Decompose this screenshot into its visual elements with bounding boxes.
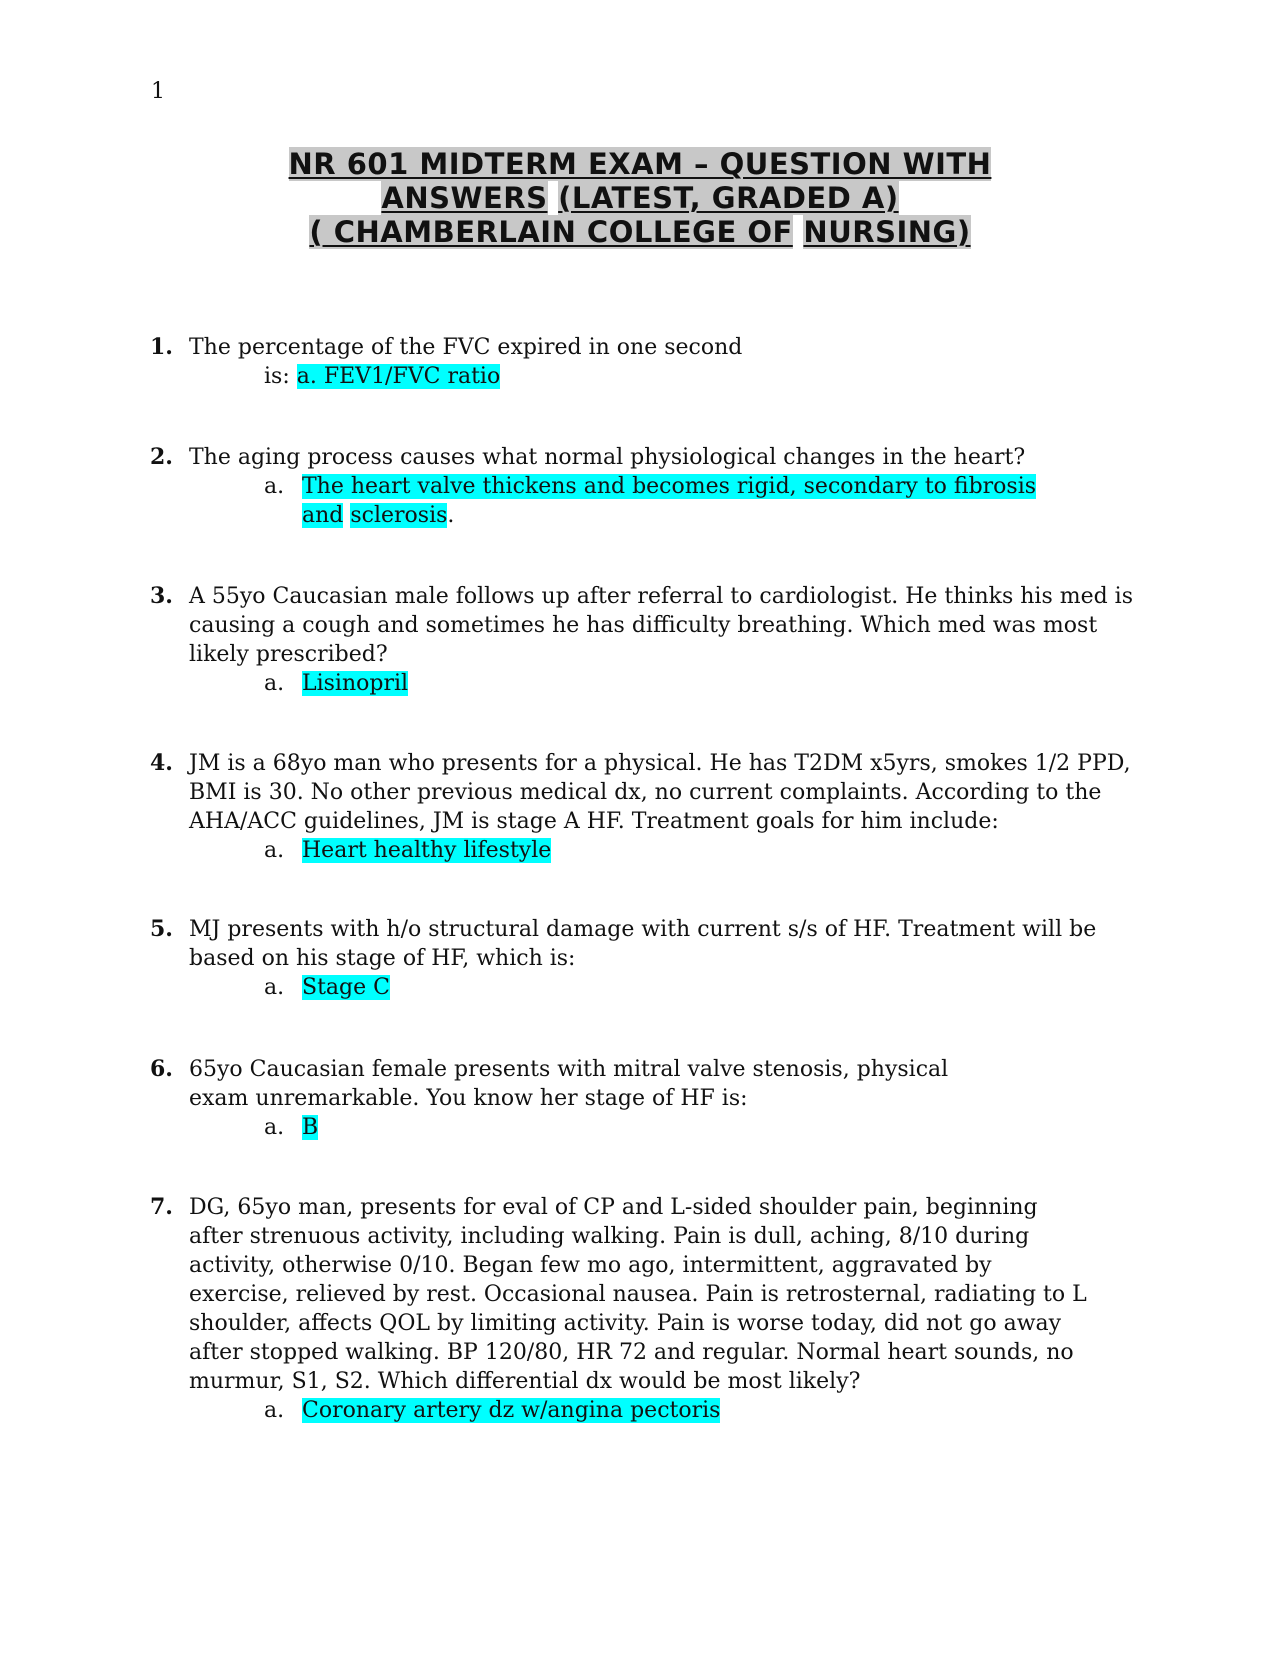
- document-title: [150, 147, 1130, 249]
- answer-prefix: is:: [264, 364, 290, 389]
- question-text: A 55yo Caucasian male follows up after referral to cardiologist. He thinks his med is causing a cough and sometimes he has difficulty breathing. Which med was most likely prescribed?: [189, 584, 1134, 667]
- answer-label: a.: [264, 671, 285, 696]
- answer-highlight: The heart valve thickens and becomes rigid, secondary to fibrosis: [302, 474, 1037, 499]
- answer-highlight: B: [302, 1115, 319, 1140]
- answer-row: [264, 669, 1150, 698]
- question-number: 7.: [150, 1194, 173, 1220]
- question-number: 1.: [150, 334, 173, 360]
- question-number: 4.: [150, 750, 173, 776]
- answer-text: [302, 1396, 1095, 1425]
- answer-highlight: a. FEV1/FVC ratio: [296, 364, 501, 389]
- answer-highlight: Heart healthy lifestyle: [302, 838, 552, 863]
- question-text: JM is a 68yo man who presents for a physical. He has T2DM x5yrs, smokes 1/2 PPD, BMI is 30. No other previous medical dx, no current complaints. According to the AHA/ACC guidelines, JM is stage A HF. Treatment goals for him include:: [189, 751, 1131, 834]
- question-3: [150, 582, 1150, 698]
- title-segment: ANSWERS: [381, 181, 548, 215]
- question-2: [150, 443, 1150, 530]
- answer-tail: .: [447, 503, 455, 528]
- question-text-line: exam unremarkable. You know her stage of HF is:: [189, 1086, 748, 1111]
- answer-highlight: Stage C: [302, 975, 390, 1000]
- question-text: MJ presents with h/o structural damage with current s/s of HF. Treatment will be based on his stage of HF, which is:: [189, 917, 1097, 971]
- title-segment: NURSING): [803, 215, 971, 249]
- answer-row: [264, 1113, 1150, 1142]
- answer-row: [264, 836, 1150, 865]
- answer-label: a.: [264, 474, 285, 499]
- question-number: 5.: [150, 916, 173, 942]
- answer-row: [264, 973, 1150, 1002]
- answer-text: [302, 1113, 1150, 1142]
- answer-label: a.: [264, 838, 285, 863]
- question-text: The percentage of the FVC expired in one second: [189, 335, 743, 360]
- answer-row: [264, 1396, 1095, 1425]
- answer-row: [264, 362, 1150, 391]
- title-segment: ( CHAMBERLAIN COLLEGE OF: [309, 215, 793, 249]
- question-7: [150, 1193, 1095, 1425]
- question-text: The aging process causes what normal physiological changes in the heart?: [189, 445, 1026, 470]
- answer-label: a.: [264, 1398, 285, 1423]
- title-segment: NR 601 MIDTERM EXAM – QUESTION WITH: [288, 147, 992, 181]
- answer-row: [264, 472, 1150, 530]
- answer-text: [302, 973, 1150, 1002]
- question-6: [150, 1055, 1150, 1142]
- answer-highlight: Coronary artery dz w/angina pectoris: [302, 1398, 721, 1423]
- question-text: DG, 65yo man, presents for eval of CP and L-sided shoulder pain, beginning after strenuous activity, including walking. Pain is dull, aching, 8/10 during activity, otherwise 0/10. Began few mo ago, intermittent, aggravated by exercise, relieved by rest. Occasional nausea. Pain is retrosternal, radiating to L shoulder, affects QOL by limiting activity. Pain is worse today, did not go away after stopped walking. BP 120/80, HR 72 and regular. Normal heart sounds, no murmur, S1, S2. Which differential dx would be most likely?: [189, 1195, 1087, 1394]
- title-line-3: [150, 215, 1130, 249]
- answer-text: [302, 836, 1150, 865]
- question-number: 3.: [150, 583, 173, 609]
- answer-highlight: and: [302, 503, 344, 528]
- question-1: [150, 333, 1150, 391]
- title-line-2: [150, 181, 1130, 215]
- answer-text: [302, 669, 1150, 698]
- answer-label: a.: [264, 975, 285, 1000]
- question-text: [189, 1055, 1150, 1113]
- question-number: 6.: [150, 1056, 173, 1082]
- page-number: 1: [151, 79, 165, 104]
- answer-highlight: Lisinopril: [302, 671, 409, 696]
- question-text-line: 65yo Caucasian female presents with mitral valve stenosis, physical: [189, 1057, 949, 1082]
- title-segment: (LATEST, GRADED A): [558, 181, 899, 215]
- answer-label: a.: [264, 1115, 285, 1140]
- question-5: [150, 915, 1150, 1002]
- title-line-1: [150, 147, 1130, 181]
- question-number: 2.: [150, 444, 173, 470]
- answer-highlight: sclerosis: [350, 503, 448, 528]
- question-4: [150, 749, 1150, 865]
- answer-text: [302, 472, 1150, 530]
